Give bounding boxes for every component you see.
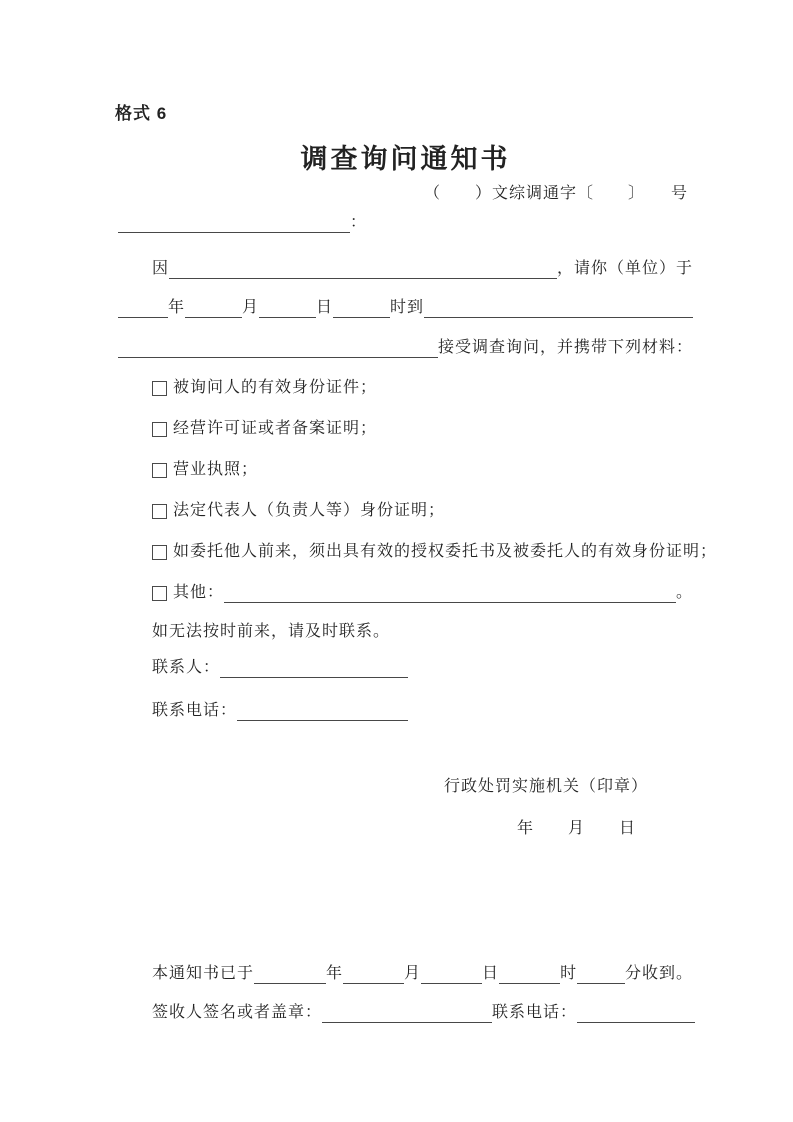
contact-person-line bbox=[152, 656, 408, 678]
doc-number: （ ）文综调通字〔 〕 号 bbox=[423, 185, 688, 202]
receipt-line bbox=[152, 962, 693, 984]
receipt-year-label: 年 bbox=[326, 965, 344, 982]
sign-phone-label: 联系电话： bbox=[492, 1004, 578, 1021]
checkbox-icon bbox=[152, 422, 167, 437]
year-blank bbox=[118, 314, 168, 318]
issue-date-line: 年 月 日 bbox=[516, 820, 636, 837]
receipt-year-blank bbox=[254, 980, 326, 984]
place-blank-2 bbox=[118, 354, 438, 358]
reason-suffix: ，请你（单位）于 bbox=[556, 260, 693, 277]
receipt-month-label: 月 bbox=[404, 965, 422, 982]
hour-blank bbox=[333, 314, 390, 318]
other-suffix: 。 bbox=[675, 584, 693, 601]
checklist-item-label: 被询问人的有效身份证件； bbox=[173, 379, 378, 396]
other-blank bbox=[224, 599, 676, 603]
receipt-hour-label: 时 bbox=[560, 965, 578, 982]
format-label: 格式 6 bbox=[115, 104, 168, 123]
checklist-item-label: 法定代表人（负责人等）身份证明； bbox=[173, 502, 446, 519]
contact-phone-blank bbox=[237, 717, 408, 721]
receipt-minute-blank bbox=[577, 980, 625, 984]
note-text: 如无法按时前来，请及时联系。 bbox=[152, 623, 391, 640]
datetime-line bbox=[118, 296, 693, 318]
checklist-item-label: 经营许可证或者备案证明； bbox=[173, 420, 378, 437]
receipt-suffix: 分收到。 bbox=[624, 965, 693, 982]
checkbox-icon bbox=[152, 545, 167, 560]
receipt-month-blank bbox=[343, 980, 404, 984]
receipt-day-label: 日 bbox=[482, 965, 500, 982]
sign-phone-blank bbox=[577, 1019, 695, 1023]
checkbox-icon bbox=[152, 504, 167, 519]
checklist-item bbox=[152, 499, 693, 521]
place-blank-1 bbox=[424, 314, 693, 318]
year-label: 年 bbox=[168, 299, 186, 316]
checklist-item-label: 其他： bbox=[173, 584, 225, 601]
addressee-line bbox=[118, 211, 693, 233]
reason-line bbox=[152, 257, 693, 279]
checkbox-icon bbox=[152, 586, 167, 601]
sign-label: 签收人签名或者盖章： bbox=[152, 1004, 323, 1021]
addressee-blank bbox=[118, 229, 350, 233]
accept-line bbox=[118, 336, 693, 358]
authority-seal-line: 行政处罚实施机关（印章） bbox=[443, 778, 648, 795]
contact-person-blank bbox=[220, 674, 408, 678]
page-title: 调查询问通知书 bbox=[300, 144, 511, 174]
contact-phone-label: 联系电话： bbox=[152, 702, 238, 719]
month-label: 月 bbox=[242, 299, 260, 316]
addressee-colon: ： bbox=[350, 214, 368, 231]
day-label: 日 bbox=[316, 299, 334, 316]
checkbox-icon bbox=[152, 463, 167, 478]
checkbox-icon bbox=[152, 381, 167, 396]
receipt-prefix: 本通知书已于 bbox=[152, 965, 255, 982]
checklist-item bbox=[152, 417, 693, 439]
contact-phone-line bbox=[152, 699, 408, 721]
checklist-item-label: 如委托他人前来，须出具有效的授权委托书及被委托人的有效身份证明； bbox=[173, 543, 718, 560]
month-blank bbox=[185, 314, 242, 318]
signature-line bbox=[152, 1001, 695, 1023]
reason-blank bbox=[169, 275, 557, 279]
receipt-day-blank bbox=[421, 980, 482, 984]
checklist-item bbox=[152, 376, 693, 398]
checklist-item bbox=[152, 540, 718, 562]
checklist-item bbox=[152, 458, 693, 480]
day-blank bbox=[259, 314, 316, 318]
receipt-hour-blank bbox=[499, 980, 560, 984]
sign-blank bbox=[322, 1019, 492, 1023]
reason-prefix: 因 bbox=[152, 260, 170, 277]
hour-to-label: 时到 bbox=[390, 299, 425, 316]
checklist-item-label: 营业执照； bbox=[173, 461, 259, 478]
checklist-item-other bbox=[152, 581, 693, 603]
accept-text: 接受调查询问，并携带下列材料： bbox=[437, 339, 693, 356]
contact-person-label: 联系人： bbox=[152, 659, 221, 676]
